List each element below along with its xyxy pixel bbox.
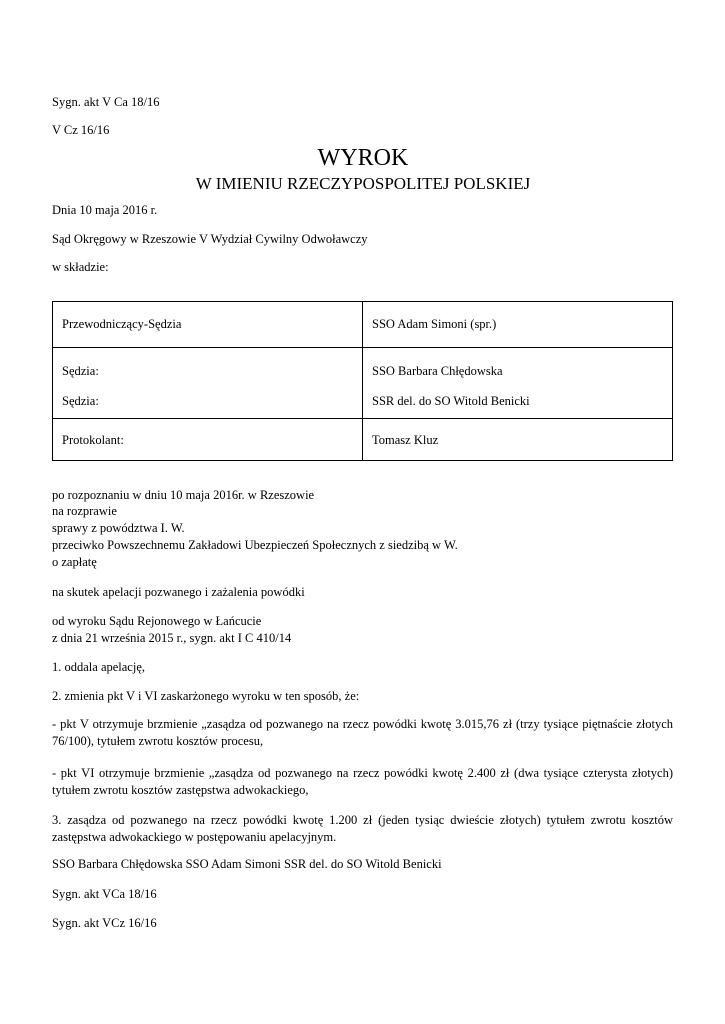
proceedings-hearing: na rozprawie: [52, 504, 117, 518]
ruling-point-3: 3. zasądza od pozwanego na rzecz powódki kwotę 1.200 zł (jeden tysiąc dwieście złotych) tytułem zwrotu kosztów zastępstwa adwokackiego w postępowaniu apelacyjnym.: [52, 813, 673, 844]
case-signature-appeal: Sygn. akt V Ca 18/16: [52, 95, 160, 109]
appeal-basis: na skutek apelacji pozwanego i zażalenia powódki: [52, 585, 305, 599]
name-presiding-judge: SSO Adam Simoni (spr.): [372, 317, 497, 331]
document-title: WYROK: [317, 145, 409, 171]
court-name: Sąd Okręgowy w Rzeszowie V Wydział Cywilny Odwoławczy: [52, 232, 368, 246]
role-recorder: Protokolant:: [62, 433, 124, 447]
proceedings-defendant: przeciwko Powszechnemu Zakładowi Ubezpieczeń Społecznych z siedzibą w W.: [52, 538, 458, 552]
name-judge: SSO Barbara Chłędowska: [372, 364, 503, 378]
ruling-point-2-item-vi: - pkt VI otrzymuje brzmienie „zasądza od pozwanego na rzecz powódki kwotę 2.400 zł (dwa tysiące czterysta złotych) tytułem zwrotu kosztów zastępstwa adwokackiego,: [52, 766, 673, 797]
composition-row-judges: [53, 348, 673, 419]
name-cell: [363, 302, 673, 348]
ruling-point-2: 2. zmienia pkt V i VI zaskarżonego wyroku w ten sposób, że:: [52, 689, 360, 703]
judgment-date: Dnia 10 maja 2016 r.: [52, 203, 158, 217]
judges-signatures: SSO Barbara Chłędowska SSO Adam Simoni SSR del. do SO Witold Benicki: [52, 857, 442, 871]
name-cell: [363, 348, 673, 419]
name-cell: [363, 419, 673, 461]
footer-case-signature-appeal: Sygn. akt VCa 18/16: [52, 887, 157, 901]
proceedings-subject: o zapłatę: [52, 555, 97, 569]
footer-case-signature-complaint: Sygn. akt VCz 16/16: [52, 916, 157, 930]
ruling-point-2-item-v: - pkt V otrzymuje brzmienie „zasądza od pozwanego na rzecz powódki kwotę 3.015,76 zł (trzy tysiące piętnaście złotych 76/100), tytułem zwrotu kosztów procesu,: [52, 717, 673, 748]
composition-label: w składzie:: [52, 260, 109, 274]
name-judge: SSR del. do SO Witold Benicki: [372, 394, 530, 408]
court-composition-table: [52, 301, 673, 461]
proceedings-date: po rozpoznaniu w dniu 10 maja 2016r. w Rzeszowie: [52, 488, 315, 502]
ruling-point-1: 1. oddala apelację,: [52, 660, 146, 674]
composition-row-presiding: [53, 302, 673, 348]
role-cell: [53, 302, 363, 348]
name-recorder: Tomasz Kluz: [372, 433, 439, 447]
composition-row-recorder: [53, 419, 673, 461]
role-cell: [53, 348, 363, 419]
role-judge: Sędzia:: [62, 364, 99, 378]
role-presiding-judge: Przewodniczący-Sędzia: [62, 317, 182, 331]
role-judge: Sędzia:: [62, 394, 99, 408]
role-cell: [53, 419, 363, 461]
proceedings-plaintiff: sprawy z powództwa I. W.: [52, 521, 185, 535]
lower-court-judgment-date: z dnia 21 września 2015 r., sygn. akt I C 410/14: [52, 631, 292, 645]
case-signature-complaint: V Cz 16/16: [52, 123, 110, 137]
lower-court-judgment: od wyroku Sądu Rejonowego w Łańcucie: [52, 614, 262, 628]
document-subtitle: W IMIENIU RZECZYPOSPOLITEJ POLSKIEJ: [195, 174, 531, 193]
